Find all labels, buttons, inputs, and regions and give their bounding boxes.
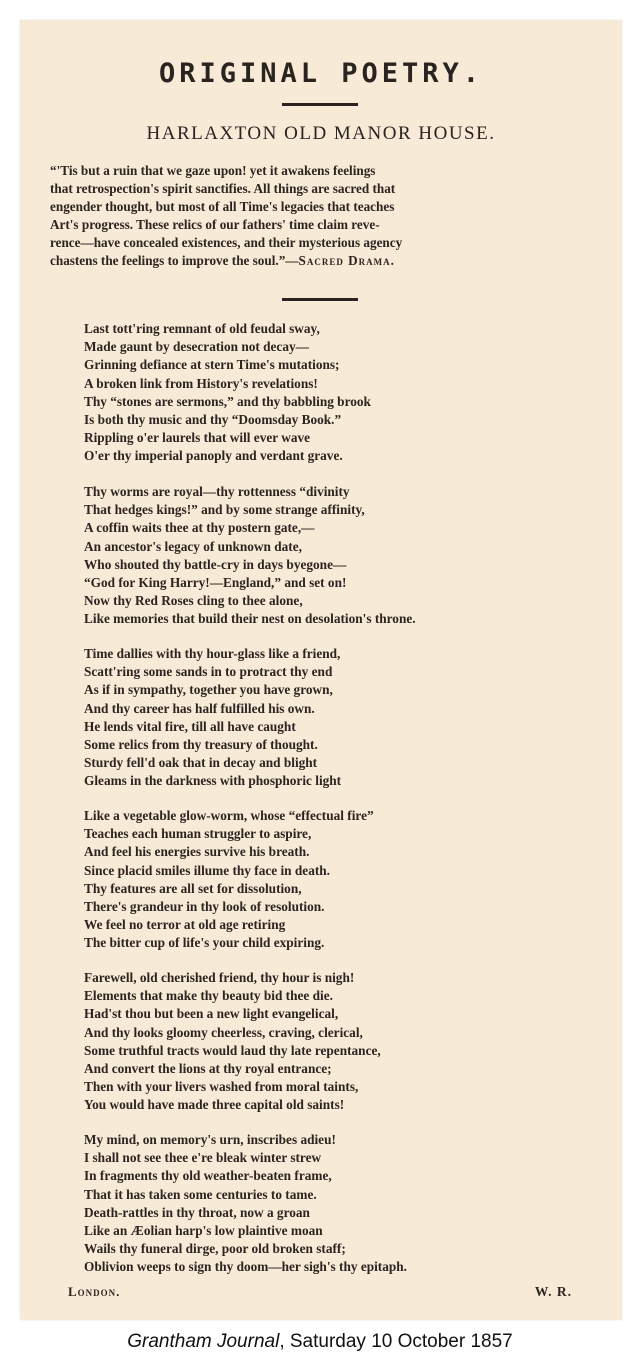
source-caption	[0, 1331, 640, 1353]
poem-line: Since placid smiles illume thy face in death.	[84, 862, 330, 878]
poem-line: And thy career has half fulfilled his own.	[84, 700, 315, 716]
poem-line: O'er thy imperial panoply and verdant grave.	[84, 448, 343, 464]
stanza	[84, 969, 582, 1115]
poem-line: Wails thy funeral dirge, poor old broken staff;	[84, 1241, 346, 1257]
divider	[282, 103, 358, 106]
poem-line: Some relics from thy treasury of thought.	[84, 737, 318, 753]
poem-line: And thy looks gloomy cheerless, craving, clerical,	[84, 1024, 363, 1040]
poem-line: Oblivion weeps to sign thy doom—her sigh's thy epitaph.	[84, 1259, 408, 1275]
poem-line: Scatt'ring some sands in to protract thy end	[84, 664, 333, 680]
poem-line: You would have made three capital old saints!	[84, 1097, 345, 1113]
poem-line: Thy worms are royal—thy rottenness “divinity	[84, 484, 350, 499]
poem-line: A coffin waits thee at thy postern gate,—	[84, 520, 315, 536]
caption-date: , Saturday 10 October 1857	[279, 1331, 513, 1352]
stanza	[84, 483, 582, 629]
poem-line: Some truthful tracts would laud thy late repentance,	[84, 1042, 381, 1058]
divider	[282, 298, 358, 301]
epigraph-line: Art's progress. These relics of our fathers' time claim reve-	[50, 217, 380, 232]
poem-line: And convert the lions at thy royal entrance;	[84, 1061, 332, 1077]
poem-line: My mind, on memory's urn, inscribes adieu!	[84, 1132, 336, 1147]
epigraph-line: rence—have concealed existences, and their mysterious agency	[50, 235, 403, 250]
poem-line: We feel no terror at old age retiring	[84, 917, 286, 933]
epigraph-line	[50, 252, 592, 270]
epigraph-text: chastens the feelings to improve the soul.”—	[50, 253, 299, 268]
epigraph-line: “'Tis but a ruin that we gaze upon! yet it awakens feelings	[50, 163, 376, 178]
poem-line: Is both thy music and thy “Doomsday Book.”	[84, 412, 342, 428]
epigraph	[50, 162, 592, 270]
poem-line: Made gaunt by desecration not decay—	[84, 339, 309, 355]
poem-line: Thy “stones are sermons,” and thy babbling brook	[84, 393, 371, 409]
poem-line: Time dallies with thy hour-glass like a friend,	[84, 646, 341, 661]
epigraph-line: that retrospection's spirit sanctifies. All things are sacred that	[50, 181, 396, 196]
poem-line: Who shouted thy battle-cry in days byegone—	[84, 556, 347, 572]
poem-line: Thy features are all set for dissolution,	[84, 880, 302, 896]
poem-line: There's grandeur in thy look of resolution.	[84, 899, 325, 915]
poem-line: Last tott'ring remnant of old feudal sway,	[84, 321, 320, 336]
poem-line: Farewell, old cherished friend, thy hour is nigh!	[84, 970, 355, 985]
author-signature: W. R.	[534, 1284, 572, 1299]
stanza	[84, 1131, 582, 1277]
poem-line: And feel his energies survive his breath.	[84, 844, 310, 860]
poem-line: A broken link from History's revelations!	[84, 375, 318, 391]
poem-line: Like an Æolian harp's low plaintive moan	[84, 1223, 323, 1239]
poem-line: That hedges kings!” and by some strange affinity,	[84, 502, 365, 518]
poem-line: The bitter cup of life's your child expiring.	[84, 935, 325, 951]
epigraph-attribution: Sacred Drama.	[298, 253, 395, 268]
poem-line: Elements that make thy beauty bid thee die.	[84, 988, 333, 1004]
poem-line: Like a vegetable glow-worm, whose “effectual fire”	[84, 808, 374, 823]
place-line: London.	[68, 1284, 121, 1299]
poem-line: Had'st thou but been a new light evangelical,	[84, 1006, 339, 1022]
stanza	[84, 807, 582, 953]
poem-line: An ancestor's legacy of unknown date,	[84, 538, 302, 554]
poem-line: Like memories that build their nest on desolation's throne.	[84, 611, 416, 627]
journal-name: Grantham Journal	[127, 1331, 280, 1352]
poem-line: In fragments thy old weather-beaten frame,	[84, 1168, 332, 1184]
newspaper-clipping	[20, 20, 622, 1320]
poem-line: As if in sympathy, together you have grown,	[84, 682, 333, 698]
poem-line: Now thy Red Roses cling to thee alone,	[84, 593, 303, 609]
poem-line: Rippling o'er laurels that will ever wave	[84, 430, 311, 446]
poem-line: Grinning defiance at stern Time's mutations;	[84, 357, 340, 373]
poem-title: HARLAXTON OLD MANOR HOUSE.	[146, 123, 496, 144]
poem-line: That it has taken some centuries to tame.	[84, 1186, 317, 1202]
poem-line: Teaches each human struggler to aspire,	[84, 826, 312, 842]
epigraph-line: engender thought, but most of all Time's legacies that teaches	[50, 199, 395, 214]
poem-line: He lends vital fire, till all have caught	[84, 718, 296, 734]
poem-line: “God for King Harry!—England,” and set on!	[84, 575, 347, 591]
poem-line: Then with your livers washed from moral taints,	[84, 1079, 359, 1095]
poem-line: Sturdy fell'd oak that in decay and blight	[84, 755, 318, 771]
section-heading: ORIGINAL POETRY.	[158, 58, 484, 89]
stanza	[84, 645, 582, 791]
stanza	[84, 320, 582, 466]
poem-line: Death-rattles in thy throat, now a groan	[84, 1204, 310, 1220]
poem-line: I shall not see thee e're bleak winter strew	[84, 1150, 322, 1166]
poem-line: Gleams in the darkness with phosphoric light	[84, 773, 342, 789]
